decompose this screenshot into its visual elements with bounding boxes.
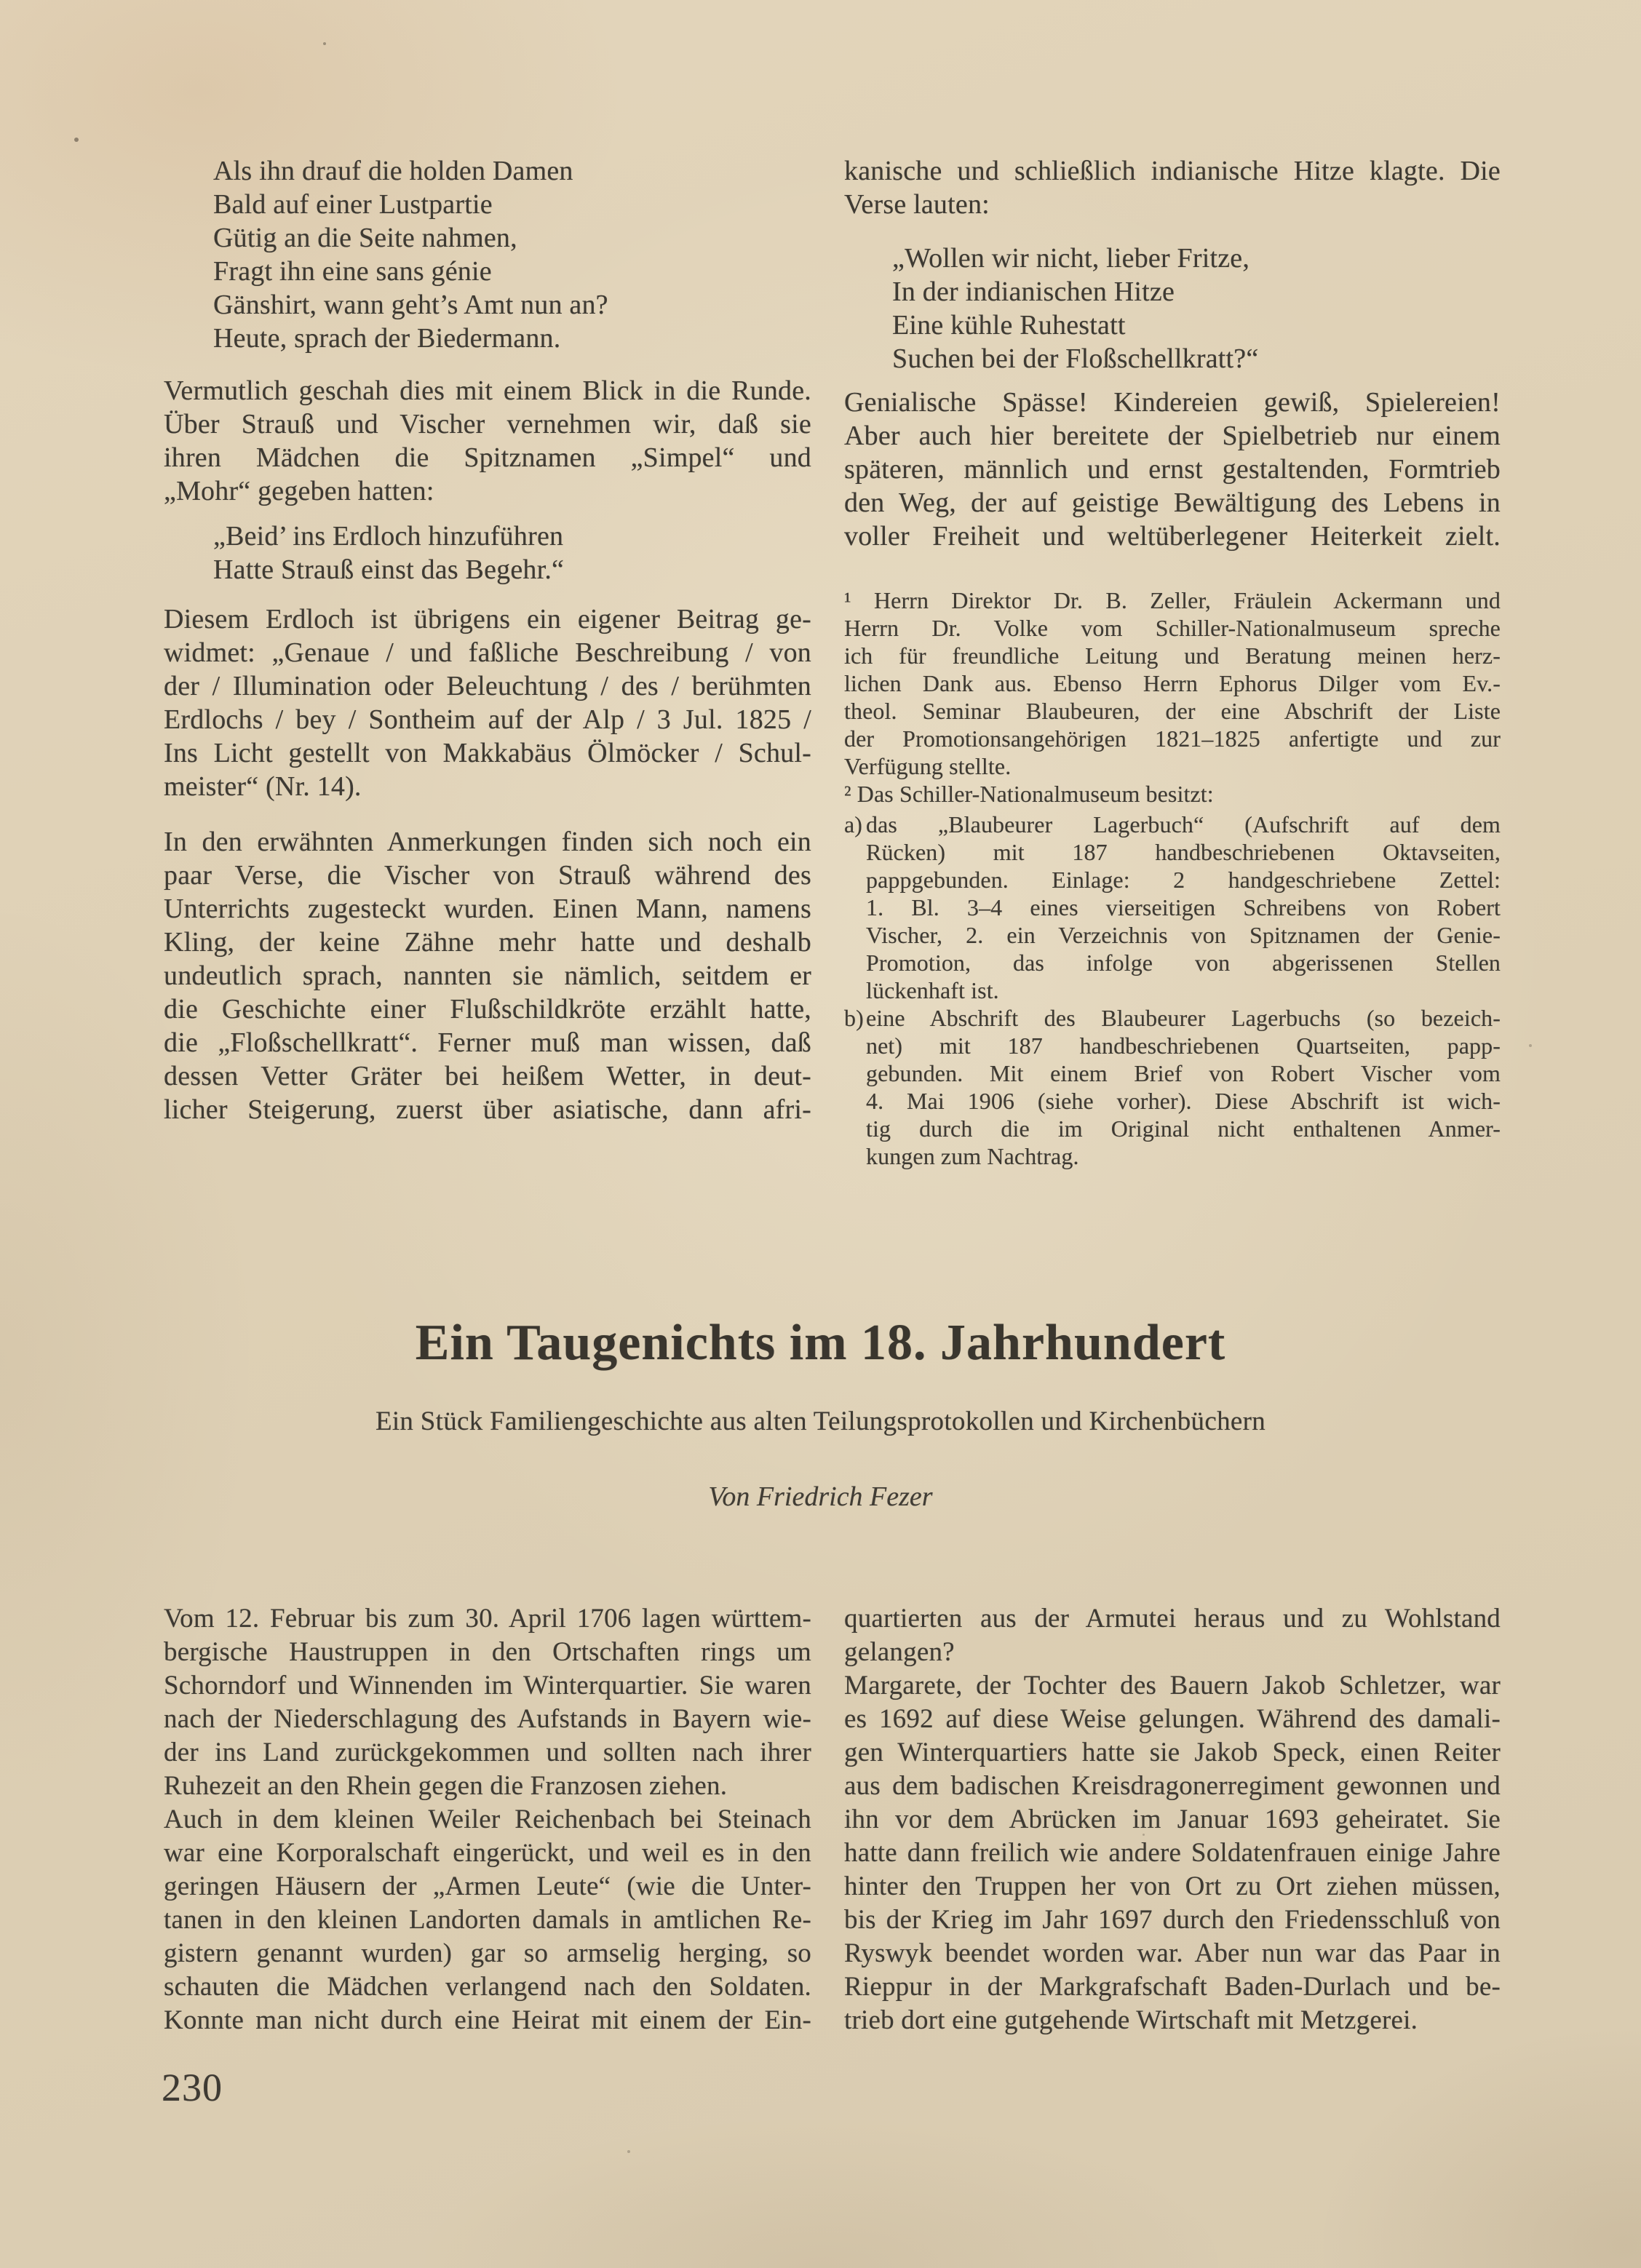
- text-line: Aber auch hier bereitete der Spielbetrieb nur einem: [844, 421, 1501, 451]
- text-line: Verfügung stellte.: [844, 753, 1012, 779]
- top-right-column: [844, 154, 1501, 1170]
- text-line: „Wollen wir nicht, lieber Fritze,: [892, 243, 1250, 274]
- text-line: In den erwähnten Anmerkungen finden sich noch ein: [164, 827, 811, 857]
- text-line: Suchen bei der Floßschellkratt?“: [892, 343, 1259, 374]
- paragraph: [164, 825, 811, 1126]
- text-line: Ruhezeit an den Rhein gegen die Franzosen ziehen.: [164, 1771, 728, 1801]
- text-line: die „Floßschellkratt“. Ferner muß man wissen, daß: [164, 1027, 811, 1058]
- text-line: gen Winterquartiers hatte sie Jakob Speck, einen Reiter: [844, 1738, 1501, 1767]
- text-line: Schorndorf und Winnenden im Winterquartier. Sie waren: [164, 1671, 811, 1700]
- text-line: eine Abschrift des Blaubeurer Lagerbuchs (so bezeich-: [866, 1005, 1501, 1031]
- text-line: trieb dort eine gutgehende Wirtschaft mit Metzgerei.: [844, 2005, 1418, 2035]
- text-line: net) mit 187 handbeschriebenen Quartseiten, papp-: [866, 1032, 1501, 1059]
- text-line: aus dem badischen Kreisdragonerregiment gewonnen und: [844, 1771, 1501, 1801]
- poem-block-fritze: [892, 242, 1501, 375]
- text-line: gelangen?: [844, 1637, 955, 1667]
- text-line: es 1692 auf diese Weise gelungen. Während des damali-: [844, 1704, 1501, 1734]
- text-line: das „Blaubeurer Lagerbuch“ (Aufschrift auf dem: [866, 811, 1501, 837]
- text-line: „Mohr“ gegeben hatten:: [164, 476, 434, 506]
- text-line: undeutlich sprach, nannten sie nämlich, seitdem er: [164, 960, 811, 991]
- text-line: In der indianischen Hitze: [892, 276, 1175, 307]
- text-line: hatte dann freilich wie andere Soldatenfrauen einige Jahre: [844, 1838, 1501, 1868]
- text-line: dessen Vetter Gräter bei heißem Wetter, in deut-: [164, 1061, 811, 1091]
- dust-speck: [74, 138, 79, 142]
- paragraph: [844, 154, 1501, 221]
- text-line: Rücken) mit 187 handbeschriebenen Oktavseiten,: [866, 839, 1501, 865]
- text-line: paar Verse, die Vischer von Strauß während des: [164, 860, 811, 891]
- footnote-1: [844, 586, 1501, 780]
- text-line: theol. Seminar Blaubeuren, der eine Abschrift der Liste: [844, 698, 1501, 724]
- text-line: Verse lauten:: [844, 189, 990, 220]
- text-line: geringen Häusern der „Armen Leute“ (wie die Unter-: [164, 1871, 811, 1901]
- text-line: lückenhaft ist.: [866, 977, 999, 1003]
- text-line: meister“ (Nr. 14).: [164, 771, 362, 802]
- text-line: quartierten aus der Armutei heraus und zu Wohlstand: [844, 1604, 1501, 1634]
- footnote-2-item-b: [844, 1004, 1501, 1170]
- dust-speck: [627, 2150, 630, 2153]
- dust-speck: [1529, 1044, 1532, 1047]
- paragraph: [844, 1669, 1501, 2037]
- paragraph: [164, 1803, 811, 2037]
- text-line: Als ihn drauf die holden Damen: [213, 156, 573, 186]
- text-line: Fragt ihn eine sans génie: [213, 256, 492, 287]
- article-subtitle: Ein Stück Familiengeschichte aus alten Teilungsprotokollen und Kirchenbüchern: [375, 1406, 1266, 1436]
- text-line: Kling, der keine Zähne mehr hatte und deshalb: [164, 927, 811, 958]
- article-heading: [0, 1314, 1641, 1513]
- text-line: gistern genannt wurden) gar so armselig herging, so: [164, 1938, 811, 1968]
- bottom-right-column: [844, 1602, 1501, 2037]
- text-line: Bald auf einer Lustpartie: [213, 189, 493, 220]
- item-label: a): [844, 811, 863, 837]
- text-line: nach der Niederschlagung des Aufstands in Bayern wie-: [164, 1704, 811, 1734]
- paragraph: [164, 1602, 811, 1803]
- text-line: Promotion, das infolge von abgerissenen Stellen: [866, 950, 1501, 976]
- dust-speck: [323, 42, 326, 45]
- page-number: 230: [162, 2066, 223, 2109]
- text-line: ich für freundliche Leitung und Beratung meinen herz-: [844, 642, 1501, 669]
- footnote-section: [844, 586, 1501, 1170]
- text-line: voller Freiheit und weltüberlegener Heiterkeit zielt.: [844, 521, 1501, 552]
- text-line: pappgebunden. Einlage: 2 handgeschriebene Zettel:: [866, 867, 1501, 893]
- text-line: den Weg, der auf geistige Bewältigung des Lebens in: [844, 488, 1501, 518]
- text-line: der Promotionsangehörigen 1821–1825 anfertigte und zur: [844, 725, 1501, 752]
- text-line: Eine kühle Ruhestatt: [892, 310, 1126, 341]
- text-line: Herrn Dr. Volke vom Schiller-Nationalmuseum spreche: [844, 615, 1501, 641]
- text-line: Unterrichts zugesteckt wurden. Einen Mann, namens: [164, 894, 811, 924]
- text-line: späteren, männlich und ernst gestaltenden, Formtrieb: [844, 454, 1501, 485]
- article-byline: Von Friedrich Fezer: [708, 1481, 933, 1512]
- text-line: lichen Dank aus. Ebenso Herrn Ephorus Dilger vom Ev.-: [844, 670, 1501, 696]
- text-line: kungen zum Nachtrag.: [866, 1143, 1079, 1169]
- text-line: licher Steigerung, zuerst über asiatische, dann afri-: [164, 1094, 811, 1125]
- paragraph: [844, 1602, 1501, 1669]
- text-line: 1. Bl. 3–4 eines vierseitigen Schreibens von Robert: [866, 894, 1501, 920]
- text-line: war eine Korporalschaft eingerückt, und weil es in den: [164, 1838, 811, 1868]
- paragraph: [164, 374, 811, 508]
- text-line: bergische Haustruppen in den Ortschaften rings um: [164, 1637, 811, 1667]
- text-line: Diesem Erdloch ist übrigens ein eigener Beitrag ge-: [164, 604, 811, 634]
- text-line: bis der Krieg im Jahr 1697 durch den Friedensschluß von: [844, 1905, 1501, 1935]
- footnote-2-item-a: [844, 811, 1501, 1004]
- text-line: Margarete, der Tochter des Bauern Jakob Schletzer, war: [844, 1671, 1501, 1700]
- poem-block-erdloch: [213, 520, 811, 586]
- text-line: 4. Mai 1906 (siehe vorher). Diese Abschrift ist wich-: [866, 1088, 1501, 1114]
- text-line: der ins Land zurückgekommen und sollten nach ihrer: [164, 1738, 811, 1767]
- text-line: Heute, sprach der Biedermann.: [213, 323, 561, 354]
- text-line: Genialische Spässe! Kindereien gewiß, Spielereien!: [844, 387, 1501, 418]
- text-line: gebunden. Mit einem Brief von Robert Vischer vom: [866, 1060, 1501, 1086]
- paragraph: [844, 386, 1501, 553]
- item-body: [866, 811, 1501, 1004]
- text-line: ihn vor dem Abrücken im Januar 1693 geheiratet. Sie: [844, 1805, 1501, 1834]
- paragraph: [164, 602, 811, 803]
- text-line: ihren Mädchen die Spitznamen „Simpel“ und: [164, 442, 811, 473]
- text-line: Vom 12. Februar bis zum 30. April 1706 lagen württem-: [164, 1604, 811, 1634]
- text-line: tig durch die im Original nicht enthaltenen Anmer-: [866, 1115, 1501, 1142]
- text-line: Über Strauß und Vischer vernehmen wir, daß sie: [164, 409, 811, 439]
- text-line: schauten die Mädchen verlangend nach den Soldaten.: [164, 1972, 811, 2002]
- text-line: Vermutlich geschah dies mit einem Blick in die Runde.: [164, 375, 811, 406]
- text-line: hinter den Truppen her von Ort zu Ort ziehen müssen,: [844, 1871, 1501, 1901]
- text-line: Hatte Strauß einst das Begehr.“: [213, 554, 565, 585]
- text-line: der / Illumination oder Beleuchtung / des / berühmten: [164, 671, 811, 701]
- text-line: widmet: „Genaue / und faßliche Beschreibung / von: [164, 637, 811, 668]
- text-line: ² Das Schiller-Nationalmuseum besitzt:: [844, 781, 1214, 807]
- text-line: tanen in den kleinen Landorten damals in amtlichen Re-: [164, 1905, 811, 1935]
- text-line: Gütig an die Seite nahmen,: [213, 223, 517, 253]
- text-line: Ryswyk beendet worden war. Aber nun war das Paar in: [844, 1938, 1501, 1968]
- text-line: Erdlochs / bey / Sontheim auf der Alp / 3 Jul. 1825 /: [164, 704, 811, 735]
- text-line: „Beid’ ins Erdloch hinzuführen: [213, 521, 564, 552]
- text-line: Auch in dem kleinen Weiler Reichenbach bei Steinach: [164, 1805, 811, 1834]
- text-line: Rieppur in der Markgrafschaft Baden-Durlach und be-: [844, 1972, 1501, 2002]
- text-line: die Geschichte einer Flußschildkröte erzählt hatte,: [164, 994, 811, 1024]
- text-line: Vischer, 2. ein Verzeichnis von Spitznamen der Genie-: [866, 922, 1501, 948]
- text-line: Konnte man nicht durch eine Heirat mit einem der Ein-: [164, 2005, 811, 2035]
- text-line: Ins Licht gestellt von Makkabäus Ölmöcker / Schul-: [164, 738, 811, 768]
- item-label: b): [844, 1005, 864, 1031]
- footnote-2-intro: [844, 780, 1501, 808]
- top-left-column: [164, 154, 811, 1126]
- item-body: [866, 1004, 1501, 1170]
- text-line: Gänshirt, wann geht’s Amt nun an?: [213, 290, 608, 320]
- page-title: Ein Taugenichts im 18. Jahrhundert: [415, 1315, 1226, 1371]
- text-line: ¹ Herrn Direktor Dr. B. Zeller, Fräulein Ackermann und: [844, 587, 1501, 613]
- poem-block-gaenshirt: [213, 154, 811, 355]
- bottom-left-column: [164, 1602, 811, 2037]
- text-line: kanische und schließlich indianische Hitze klagte. Die: [844, 156, 1501, 186]
